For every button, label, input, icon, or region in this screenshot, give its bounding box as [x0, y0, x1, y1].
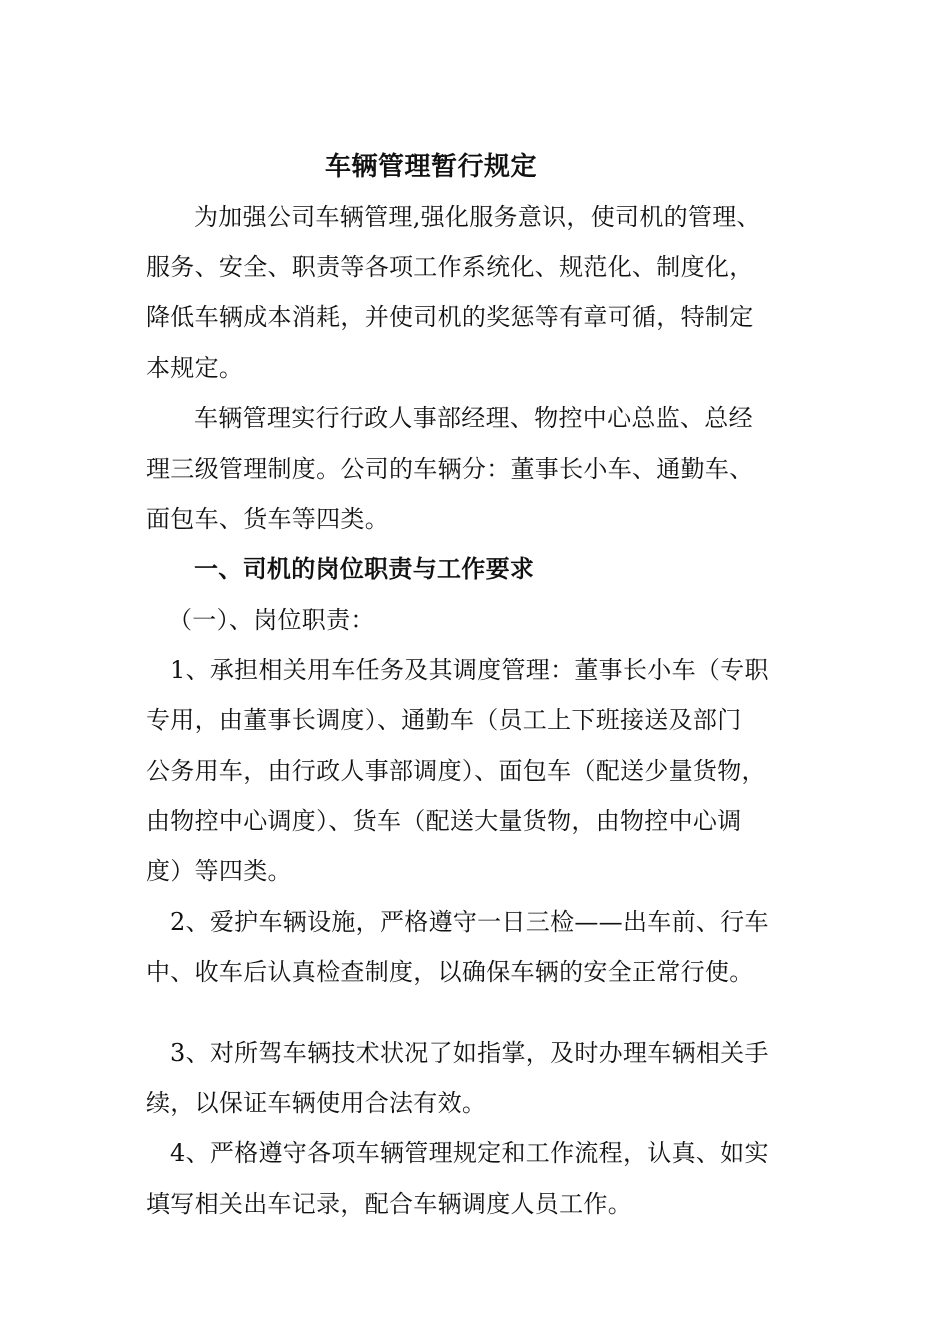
item-4-line: 4、严格遵守各项车辆管理规定和工作流程，认真、如实 — [170, 1139, 769, 1167]
intro-line: 服务、安全、职责等各项工作系统化、规范化、制度化， — [146, 253, 754, 281]
item-3-line: 3、对所驾车辆技术状况了如指掌，及时办理车辆相关手 — [170, 1039, 769, 1067]
intro-line: 降低车辆成本消耗，并使司机的奖惩等有章可循，特制定 — [146, 303, 754, 331]
mgmt-line: 面包车、货车等四类。 — [146, 505, 389, 533]
intro-line: 本规定。 — [146, 354, 244, 382]
item-1-line: 公务用车，由行政人事部调度）、面包车（配送少量货物， — [146, 757, 766, 785]
document-title: 车辆管理暂行规定 — [324, 152, 537, 182]
item-1-line: 由物控中心调度）、货车（配送大量货物，由物控中心调 — [146, 807, 742, 835]
item-4-line: 填写相关出车记录，配合车辆调度人员工作。 — [146, 1190, 632, 1218]
item-1-line: 度）等四类。 — [146, 857, 292, 885]
subsection-heading: （一）、岗位职责： — [168, 606, 375, 634]
intro-line: 为加强公司车辆管理,强化服务意识，使司机的管理、 — [194, 203, 761, 231]
item-1-line: 专用，由董事长调度）、通勤车（员工上下班接送及部门 — [146, 706, 742, 734]
item-2-line: 2、爱护车辆设施，严格遵守一日三检——出车前、行车 — [170, 908, 769, 936]
mgmt-line: 理三级管理制度。公司的车辆分：董事长小车、通勤车、 — [146, 455, 754, 483]
mgmt-line: 车辆管理实行行政人事部经理、物控中心总监、总经 — [194, 404, 753, 432]
item-1-line: 1、承担相关用车任务及其调度管理：董事长小车（专职 — [170, 656, 769, 684]
section-heading: 一、司机的岗位职责与工作要求 — [194, 554, 535, 583]
item-2-line: 中、收车后认真检查制度，以确保车辆的安全正常行使。 — [146, 958, 754, 986]
item-3-line: 续，以保证车辆使用合法有效。 — [146, 1089, 487, 1117]
